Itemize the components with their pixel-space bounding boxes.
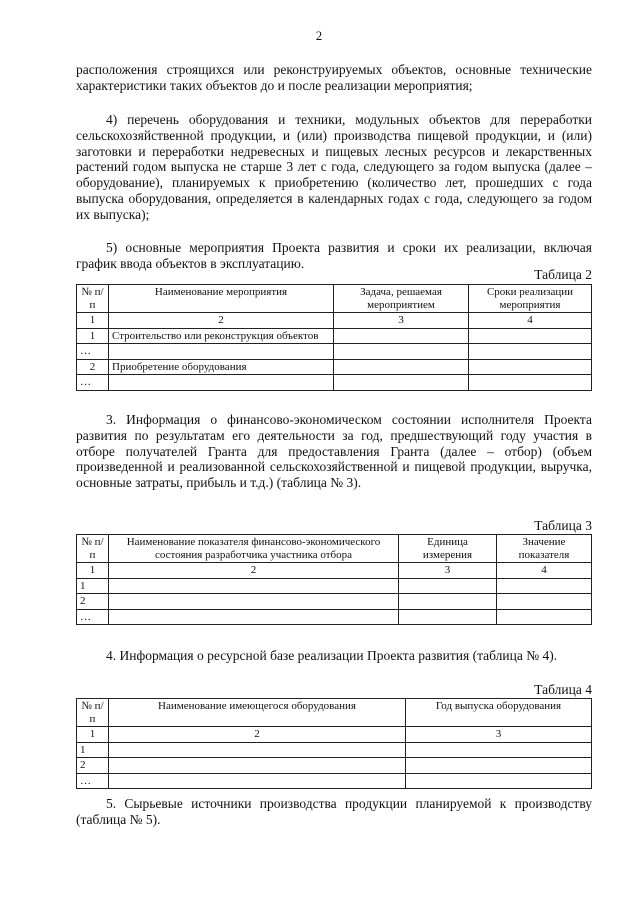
table-cell [469,344,592,360]
table-header-cell: Год выпуска оборудования [406,699,592,727]
table-cell: 4 [469,313,592,329]
table-header-cell: Задача, решаемая мероприятием [334,285,469,313]
paragraph-item-5: 5) основные мероприятия Проекта развития и сроки их реализации, включая график ввода объектов в эксплуатацию. [76,240,592,271]
table-cell [109,609,399,625]
table-cell: 1 [77,563,109,579]
table-4 [76,698,592,789]
table-cell: 3 [334,313,469,329]
table-cell [497,578,592,594]
table-header-row [77,535,592,563]
table-header-cell: Наименование имеющегося оборудования [109,699,406,727]
paragraph-section-5: 5. Сырьевые источники производства продукции планируемой к производству (таблица № 5). [76,796,592,827]
table-cell [497,594,592,610]
table-cell: Приобретение оборудования [109,359,334,375]
table-cell [334,359,469,375]
table-row [77,594,592,610]
table-row [77,773,592,789]
table-header-cell: Значение показателя [497,535,592,563]
table-cell [109,375,334,391]
table-cell: 2 [77,758,109,774]
table-cell: Строительство или реконструкция объектов [109,328,334,344]
table-cell: 1 [77,727,109,743]
table-cell [469,359,592,375]
table-cell: 1 [77,742,109,758]
table-cell: 1 [77,328,109,344]
table-cell: … [77,375,109,391]
table-row [77,328,592,344]
table-cell [497,609,592,625]
table-cell: 2 [77,359,109,375]
table3-caption: Таблица 3 [534,518,592,533]
table-row [77,359,592,375]
table-cell [406,758,592,774]
table-cell: 2 [109,727,406,743]
table-cell [109,594,399,610]
table-header-cell: № п/п [77,699,109,727]
table-cell: 3 [406,727,592,743]
table-header-row [77,699,592,727]
table-cell: 2 [77,594,109,610]
table-cell [334,344,469,360]
paragraph-top: расположения строящихся или реконструируемых объектов, основные технические характеристики таких объектов до и после реализации мероприятия; [76,62,592,93]
table-3 [76,534,592,625]
table-row [77,758,592,774]
table-cell [406,773,592,789]
table2-caption: Таблица 2 [534,267,592,282]
table-cell: 1 [77,313,109,329]
table-cell [334,375,469,391]
paragraph-section-4: 4. Информация о ресурсной базе реализации Проекта развития (таблица № 4). [106,648,558,663]
table-row [77,344,592,360]
table-header-row [77,285,592,313]
table-header-cell: Единица измерения [399,535,497,563]
table-row [77,313,592,329]
table-cell [109,758,406,774]
table-cell: … [77,773,109,789]
table-row [77,578,592,594]
table-cell [109,578,399,594]
table-cell [334,328,469,344]
paragraph-section-3: 3. Информация о финансово-экономическом состоянии исполнителя Проекта развития по результатам его деятельности за год, предшествующий году участия в отборе получателей Гранта для предоставления Гранта (далее – отбор) (объем произведенной и реализованной сельскохозяйственной и пищевой продукции, выручка, основные затраты, прибыль и т.д.) (таблица № 3). [76,412,592,491]
table-header-cell: № п/п [77,285,109,313]
table-cell: … [77,344,109,360]
table-cell: 3 [399,563,497,579]
table4-caption: Таблица 4 [534,682,592,697]
table-row [77,742,592,758]
table-header-cell: № п/п [77,535,109,563]
table-cell: 4 [497,563,592,579]
table-row [77,727,592,743]
table-cell [109,344,334,360]
table-row [77,609,592,625]
table-row [77,563,592,579]
page-number: 2 [315,28,323,43]
table-cell [109,773,406,789]
table-cell [469,375,592,391]
table-header-cell: Наименование мероприятия [109,285,334,313]
table-header-cell: Сроки реализации мероприятия [469,285,592,313]
table-cell [406,742,592,758]
paragraph-item-4: 4) перечень оборудования и техники, модульных объектов для переработки сельскохозяйственной продукции, и (или) производства пищевой продукции, и (или) заготовки и переработки недревесных и пищевых лесных ресурсов и лекарственных растений годом выпуска не старше 3 лет с года, следующего за годом выпуска (далее – оборудование), планируемых к приобретению (количество лет, прошедших с года выпуска оборудования, определяется в календарных годах с года, следующего за годом их выпуска); [76,112,592,222]
table-cell [469,328,592,344]
table-row [77,375,592,391]
table-cell [399,578,497,594]
table-header-cell: Наименование показателя финансово-экономического состояния разработчика участника отбора [109,535,399,563]
table-2 [76,284,592,391]
table-cell: … [77,609,109,625]
table-cell: 1 [77,578,109,594]
table-cell [399,609,497,625]
table-cell: 2 [109,313,334,329]
table-cell: 2 [109,563,399,579]
table-cell [399,594,497,610]
table-cell [109,742,406,758]
